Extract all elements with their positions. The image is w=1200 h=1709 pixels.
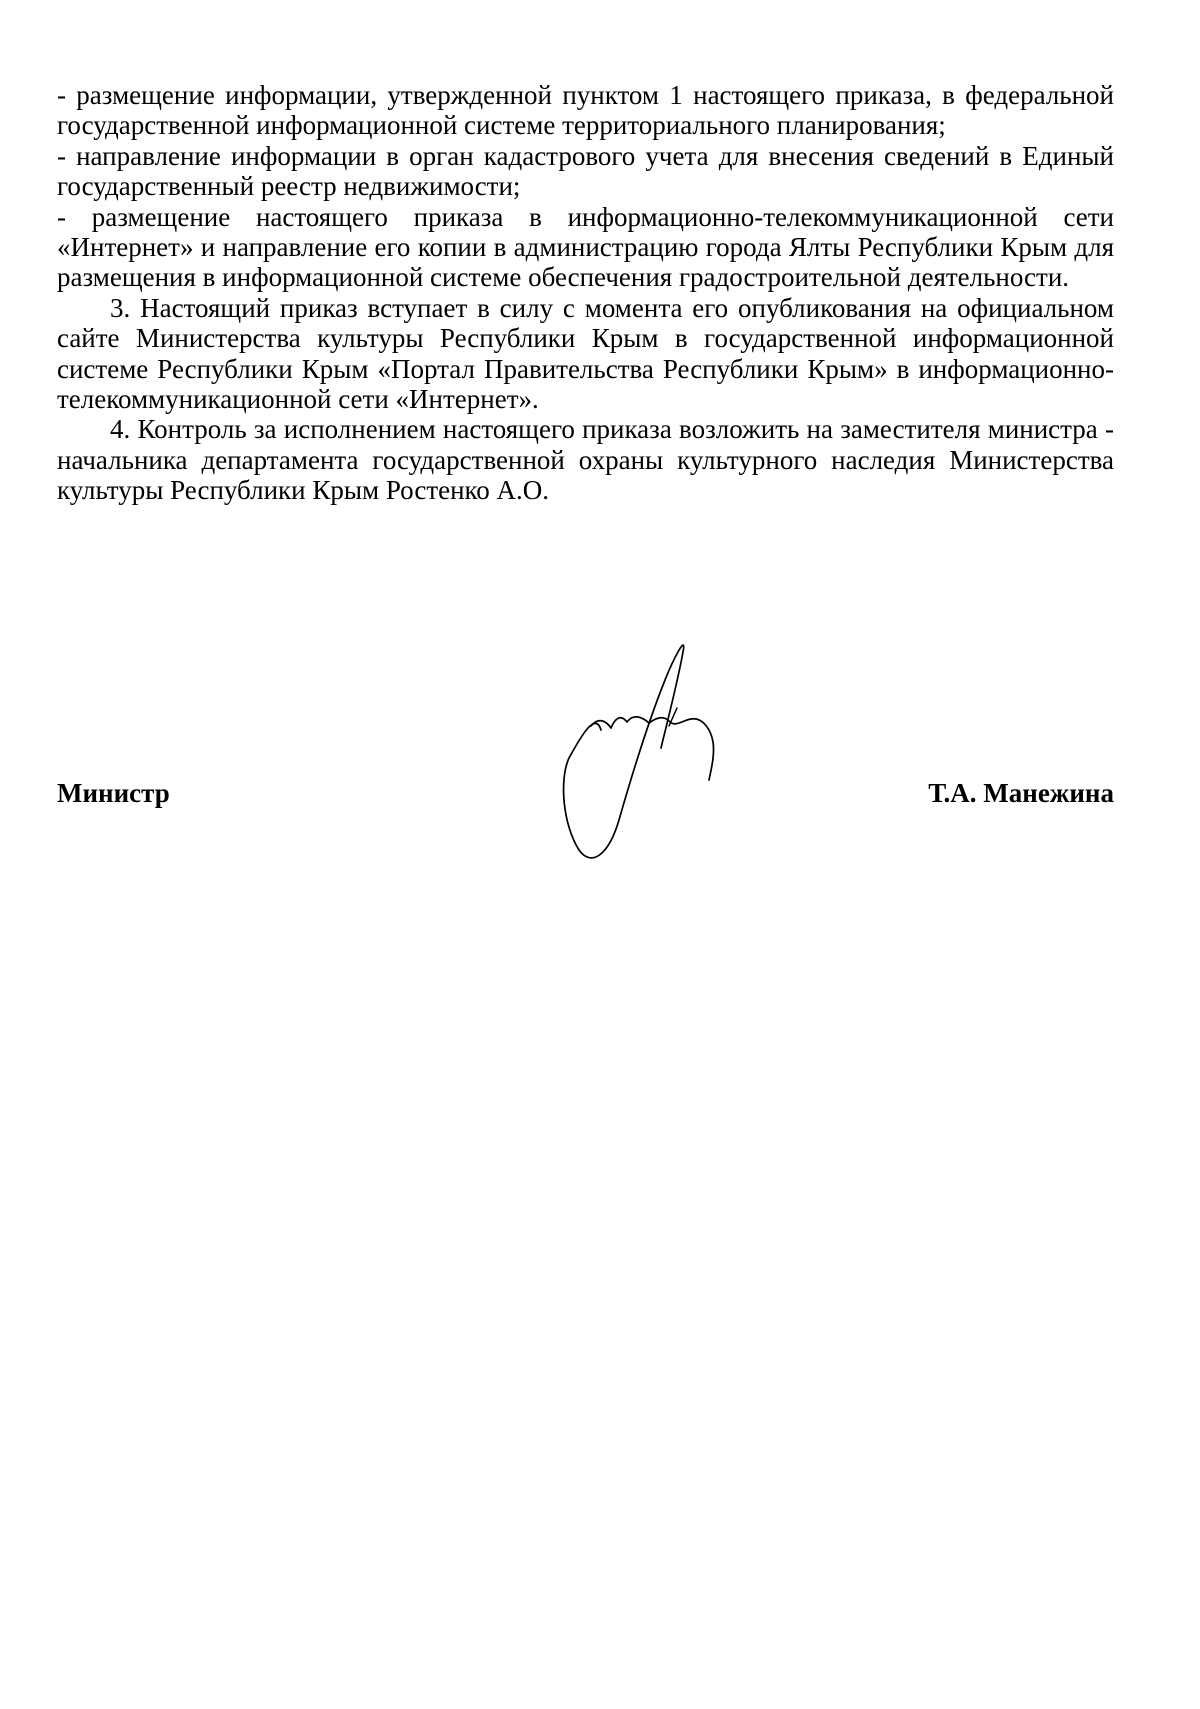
handwritten-signature bbox=[557, 640, 757, 890]
signature-block bbox=[57, 640, 1114, 900]
list-item-cadastre: - направление информации в орган кадастрового учета для внесения сведений в Единый государственный реестр недвижимости; bbox=[57, 140, 1114, 202]
list-item-publish-fgis: - размещение информации, утвержденной пунктом 1 настоящего приказа, в федеральной государственной информационной системе территориального планирования; bbox=[57, 80, 1114, 141]
clause-3-entry-into-force: 3. Настоящий приказ вступает в силу с момента его опубликования на официальном сайте Министерства культуры Республики Крым в государственной информационной системе Республики Крым «Портал Правительства Республики Крым» в информационно-телекоммуникационной сети «Интернет». bbox=[57, 292, 1114, 415]
signer-name: Т.А. Манежина bbox=[928, 778, 1114, 808]
clause-4-control: 4. Контроль за исполнением настоящего приказа возложить на заместителя министра - начальника департамента государственной охраны культурного наследия Министерства культуры Республики Крым Ростенко А.О. bbox=[57, 414, 1114, 506]
document-body bbox=[57, 80, 1114, 506]
signer-position: Министр bbox=[57, 778, 170, 808]
list-item-internet-publication: - размещение настоящего приказа в информационно-телекоммуникационной сети «Интернет» и направление его копии в администрацию города Ялты Республики Крым для размещения в информационной системе обеспечения градостроительной деятельности. bbox=[57, 201, 1114, 293]
